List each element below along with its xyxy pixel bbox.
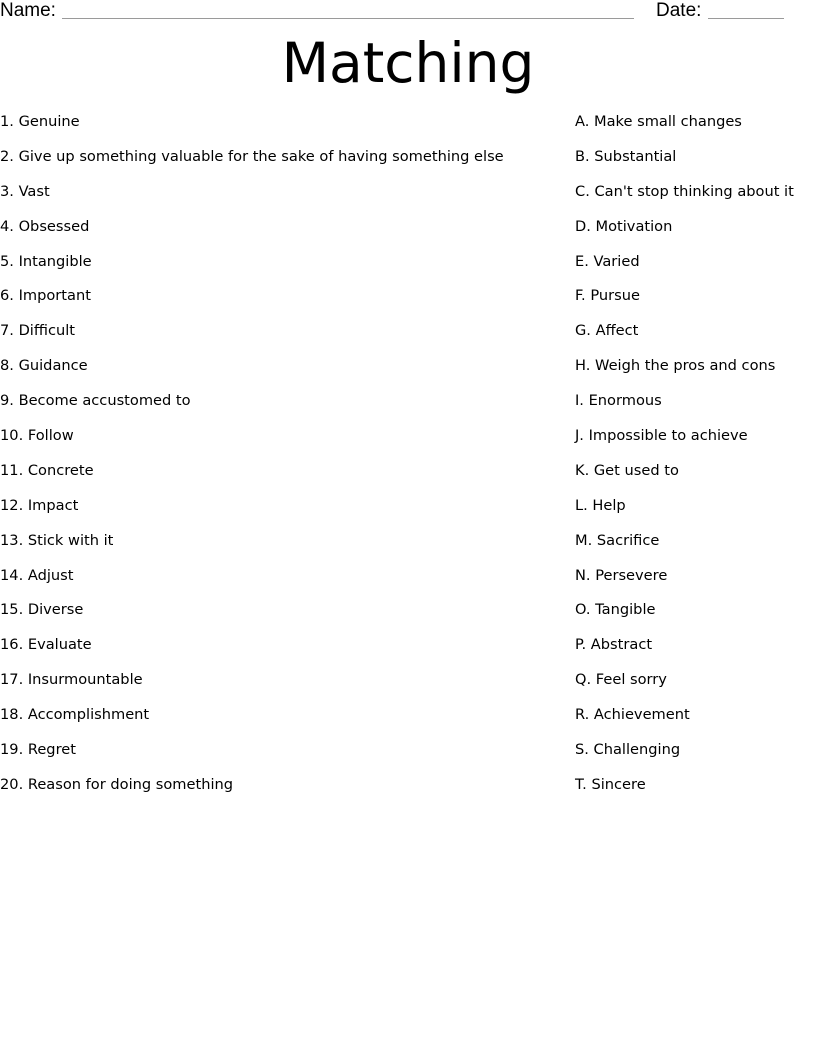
answer-item: S. Challenging <box>575 741 681 759</box>
question-item: 5. Intangible <box>0 252 92 270</box>
answer-item: M. Sacrifice <box>575 531 660 549</box>
question-item: 19. Regret <box>0 741 76 759</box>
answer-item: E. Varied <box>575 252 640 270</box>
question-item: 11. Concrete <box>0 461 94 479</box>
question-item: 12. Impact <box>0 496 79 514</box>
question-item: 8. Guidance <box>0 357 88 375</box>
answer-item: K. Get used to <box>575 461 679 479</box>
worksheet-header <box>0 0 816 24</box>
question-item: 17. Insurmountable <box>0 671 143 689</box>
answer-item: F. Pursue <box>575 287 640 305</box>
questions-list <box>0 112 560 810</box>
question-item: 14. Adjust <box>0 566 74 584</box>
question-item: 13. Stick with it <box>0 531 114 549</box>
answer-item: L. Help <box>575 496 626 514</box>
question-item: 1. Genuine <box>0 113 80 130</box>
name-blank <box>62 18 634 19</box>
question-item: 7. Difficult <box>0 322 76 340</box>
answer-item: J. Impossible to achieve <box>575 427 748 445</box>
question-item: 16. Evaluate <box>0 636 92 654</box>
question-item: 4. Obsessed <box>0 217 90 235</box>
question-item: 6. Important <box>0 287 91 305</box>
answer-item: N. Persevere <box>575 566 668 584</box>
date-label: Date: <box>656 0 702 21</box>
answer-item: P. Abstract <box>575 636 653 654</box>
answer-item: Q. Feel sorry <box>575 671 667 689</box>
date-blank <box>708 18 784 19</box>
question-item: 2. Give up something valuable for the sake of having something else <box>0 147 504 165</box>
answer-item: D. Motivation <box>575 217 673 235</box>
question-item: 9. Become accustomed to <box>0 392 191 410</box>
page-title: Matching <box>281 31 535 95</box>
answer-item: C. Can't stop thinking about it <box>575 182 794 200</box>
question-item: 10. Follow <box>0 427 74 445</box>
answer-item: I. Enormous <box>575 392 662 410</box>
answer-item: R. Achievement <box>575 706 690 724</box>
answer-item: A. Make small changes <box>575 113 742 130</box>
question-item: 15. Diverse <box>0 601 84 619</box>
answer-item: O. Tangible <box>575 601 656 619</box>
question-item: 18. Accomplishment <box>0 706 150 724</box>
answers-list <box>575 112 815 810</box>
answer-item: G. Affect <box>575 322 639 340</box>
question-item: 3. Vast <box>0 182 50 200</box>
question-item: 20. Reason for doing something <box>0 775 234 793</box>
name-label: Name: <box>0 0 56 21</box>
answer-item: B. Substantial <box>575 147 677 165</box>
answer-item: T. Sincere <box>575 775 646 793</box>
answer-item: H. Weigh the pros and cons <box>575 357 776 375</box>
